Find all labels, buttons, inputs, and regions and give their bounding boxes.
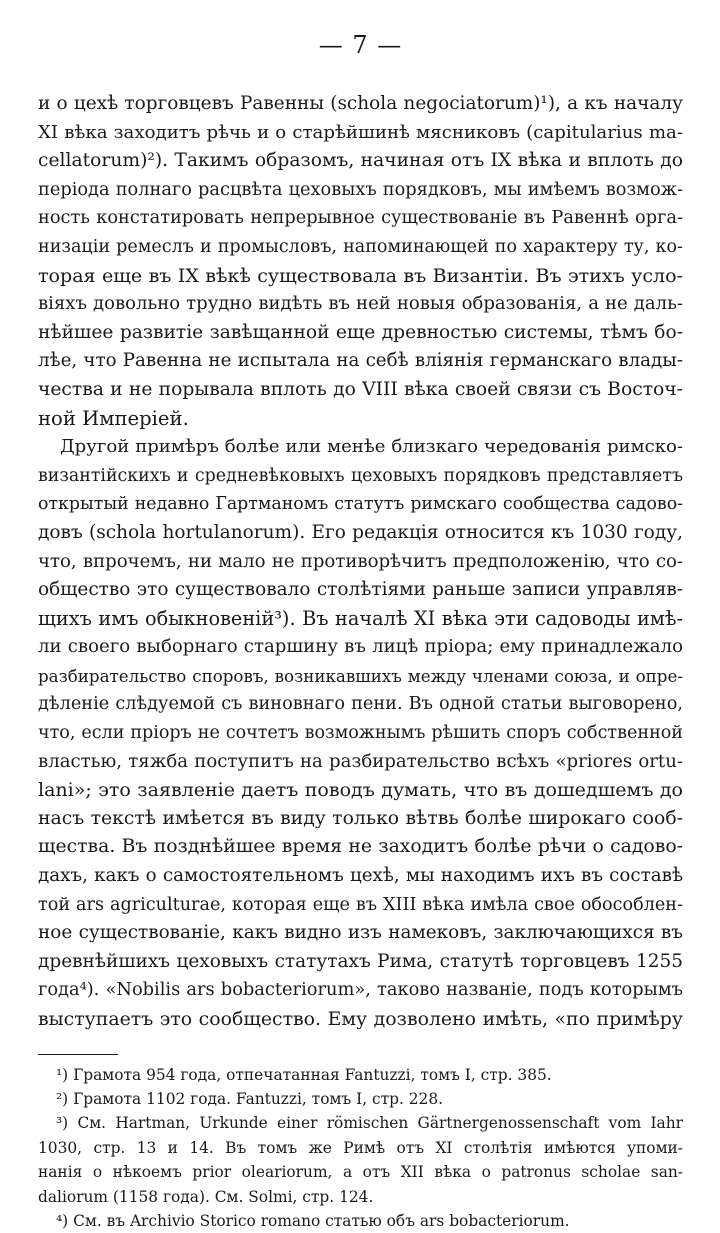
- text-line: ность констатировать непрерывное существованіе въ Равеннѣ орга-: [38, 208, 683, 229]
- text-line: византійскихъ и средневѣковыхъ цеховыхъ порядковъ представляетъ: [38, 465, 683, 486]
- text-line: выступаетъ это сообщество. Ему дозволено имѣть, «по примѣру: [38, 1008, 683, 1030]
- footnotes: [38, 1063, 683, 1233]
- text-line: XI вѣка заходитъ рѣчь и о старѣйшинѣ мясниковъ (capitularius ma-: [38, 121, 683, 143]
- footnote-divider: [38, 1054, 118, 1055]
- text-line: что, если пріоръ не сочтетъ возможнымъ рѣшить споръ собственной: [38, 723, 683, 744]
- footnote-line: нанія о нѣкоемъ prior oleariorum, а отъ XII вѣка о patronus scholae san-: [38, 1163, 683, 1182]
- text-line: дѣленіе слѣдуемой съ виновнаго пени. Въ одной статьи выговорено,: [38, 694, 683, 715]
- footnote-line: ²) Грамота 1102 года. Fantuzzi, томъ I, стр. 228.: [56, 1089, 444, 1108]
- footnote-line: ³) См. Hartman, Urkunde einer römischen Gärtnergenossenschaft vom Iahr: [56, 1114, 683, 1133]
- text-line: періода полнаго расцвѣта цеховыхъ порядковъ, мы имѣемъ возмож-: [38, 179, 683, 200]
- text-line: открытый недавно Гартманомъ статутъ римскаго сообщества садово-: [38, 494, 683, 515]
- footnote-line: ⁴) См. въ Archivio Storico romano статью объ ars bobacteriorum.: [56, 1211, 570, 1230]
- text-line: разбирательство споровъ, возникавшихъ между членами союза, и опре-: [38, 665, 683, 686]
- footnote-line: ¹) Грамота 954 года, отпечатанная Fantuzzi, томъ I, стр. 385.: [56, 1065, 552, 1084]
- text-line: властью, тяжба поступитъ на разбирательство всѣхъ «priores ortu-: [38, 750, 683, 772]
- footnote-line: daliorum (1158 года). См. Solmi, стр. 124.: [38, 1187, 374, 1206]
- text-line: нѣйшее развитіе завѣщанной еще древностью системы, тѣмъ бо-: [38, 321, 683, 343]
- text-line: lani»; это заявленіе даетъ поводъ думать, что въ дошедшемъ до: [38, 779, 683, 802]
- text-line: ли своего выборнаго старшину въ лицѣ пріора; ему принадлежало: [38, 636, 683, 658]
- text-line: торая еще въ IX вѣкѣ существовала въ Византіи. Въ этихъ усло-: [38, 264, 683, 287]
- text-line: древнѣйшихъ цеховыхъ статутахъ Рима, статутѣ торговцевъ 1255: [38, 950, 683, 972]
- text-line: года⁴). «Nobilis ars bobacteriorum», таково названіе, подъ которымъ: [38, 979, 683, 1001]
- text-line: насъ текстѣ имѣется въ виду только вѣтвь болѣе широкаго сооб-: [38, 807, 683, 829]
- text-line: чества и не порывала вплоть до VIII вѣка своей связи съ Восточ-: [38, 378, 683, 400]
- text-line: той ars agriculturae, которая еще въ XIII вѣка имѣла свое обособлен-: [38, 894, 683, 915]
- text-line: дахъ, какъ о самостоятельномъ цехѣ, мы находимъ ихъ въ составѣ: [38, 865, 683, 887]
- text-line: щихъ имъ обыкновеній³). Въ началѣ XI вѣка эти садоводы имѣ-: [38, 606, 683, 630]
- text-line: общество это существовало столѣтіями раньше записи управляв-: [38, 579, 683, 601]
- main-text: [38, 90, 683, 1034]
- page: [38, 30, 683, 1233]
- text-line: и о цехѣ торговцевъ Равенны (schola negociatorum)¹), а къ началу: [38, 93, 683, 114]
- text-line: довъ (schola hortulanorum). Его редакція относится къ 1030 году,: [38, 521, 683, 543]
- text-line: что, впрочемъ, ни мало не противорѣчитъ предположенію, что со-: [38, 550, 683, 572]
- text-line: віяхъ довольно трудно видѣть въ ней новыя образованія, а не даль-: [38, 293, 683, 315]
- text-line: ное существованіе, какъ видно изъ намековъ, заключающихся въ: [38, 922, 683, 944]
- text-line: Другой примѣръ болѣе или менѣе близкаго чередованія римско-: [60, 436, 683, 458]
- text-line: ной Имперіей.: [38, 406, 189, 430]
- page-number: — 7 —: [318, 31, 403, 59]
- text-line: лѣе, что Равенна не испытала на себѣ вліянія германскаго влады-: [38, 350, 683, 372]
- text-line: низаціи ремеслъ и промысловъ, напоминающей по характеру ту, ко-: [38, 236, 683, 257]
- text-line: cellatorum)²). Такимъ образомъ, начиная отъ IX вѣка и вплоть до: [38, 150, 683, 172]
- footnote-line: 1030, стр. 13 и 14. Въ томъ же Римѣ отъ XI столѣтія имѣются упоми-: [38, 1138, 683, 1157]
- text-line: щества. Въ позднѣйшее время не заходитъ болѣе рѣчи о садово-: [38, 836, 683, 858]
